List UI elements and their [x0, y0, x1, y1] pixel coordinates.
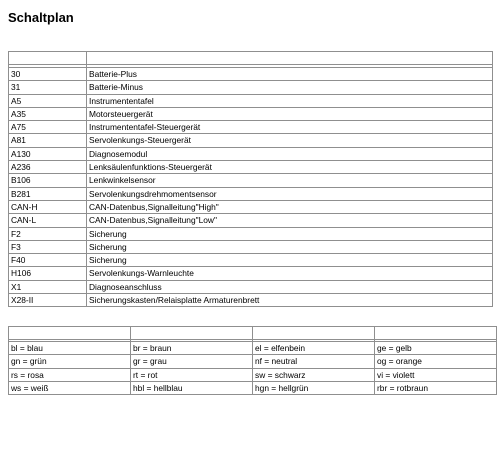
component-code: A35	[9, 107, 87, 120]
table-row	[9, 174, 493, 187]
table-row	[9, 134, 493, 147]
component-code: B106	[9, 174, 87, 187]
table-row	[9, 121, 493, 134]
component-legend-table	[8, 51, 493, 307]
component-code: A75	[9, 121, 87, 134]
table-row	[9, 161, 493, 174]
component-description: Instrumententafel-Steuergerät	[87, 121, 493, 134]
color-code-cell: gr = grau	[131, 355, 253, 368]
component-code: CAN-H	[9, 200, 87, 213]
component-description: Servolenkungsdrehmomentsensor	[87, 187, 493, 200]
table-row	[9, 147, 493, 160]
component-code: A236	[9, 161, 87, 174]
color-code-cell: bl = blau	[9, 342, 131, 355]
color-code-cell: ge = gelb	[375, 342, 497, 355]
color-code-cell: hbl = hellblau	[131, 381, 253, 394]
table-row	[9, 267, 493, 280]
component-description: CAN-Datenbus,Signalleitung"High"	[87, 200, 493, 213]
component-description: Lenksäulenfunktions-Steuergerät	[87, 161, 493, 174]
component-code: X1	[9, 280, 87, 293]
table-row	[9, 342, 497, 355]
table-header-cell	[9, 52, 87, 65]
component-code: A130	[9, 147, 87, 160]
component-description: Batterie-Plus	[87, 68, 493, 81]
component-code: 31	[9, 81, 87, 94]
page-title: Schaltplan	[8, 10, 74, 25]
table-header-cell	[87, 52, 493, 65]
table-row	[9, 240, 493, 253]
component-description: CAN-Datenbus,Signalleitung"Low"	[87, 214, 493, 227]
color-code-cell: nf = neutral	[253, 355, 375, 368]
color-code-cell: rs = rosa	[9, 368, 131, 381]
component-code: B281	[9, 187, 87, 200]
color-code-cell: rt = rot	[131, 368, 253, 381]
table-row	[9, 187, 493, 200]
color-code-cell: hgn = hellgrün	[253, 381, 375, 394]
color-code-cell: br = braun	[131, 342, 253, 355]
component-code: X28-II	[9, 294, 87, 307]
component-description: Sicherung	[87, 240, 493, 253]
table-row	[9, 81, 493, 94]
component-description: Lenkwinkelsensor	[87, 174, 493, 187]
component-code: A81	[9, 134, 87, 147]
wire-color-legend-table	[8, 326, 497, 395]
component-description: Servolenkungs-Steuergerät	[87, 134, 493, 147]
component-code: CAN-L	[9, 214, 87, 227]
table-row	[9, 68, 493, 81]
component-code: F3	[9, 240, 87, 253]
color-code-cell: gn = grün	[9, 355, 131, 368]
component-code: F2	[9, 227, 87, 240]
component-description: Sicherung	[87, 254, 493, 267]
component-description: Motorsteuergerät	[87, 107, 493, 120]
component-description: Servolenkungs-Warnleuchte	[87, 267, 493, 280]
component-code: 30	[9, 68, 87, 81]
table-row	[9, 200, 493, 213]
color-code-cell: vi = violett	[375, 368, 497, 381]
component-code: H106	[9, 267, 87, 280]
table-row	[9, 294, 493, 307]
component-description: Sicherung	[87, 227, 493, 240]
color-code-cell: el = elfenbein	[253, 342, 375, 355]
component-code: A5	[9, 94, 87, 107]
component-description: Diagnosemodul	[87, 147, 493, 160]
table-row	[9, 94, 493, 107]
color-code-cell: rbr = rotbraun	[375, 381, 497, 394]
table-header-row	[9, 52, 493, 65]
table-row	[9, 107, 493, 120]
table-header-row	[9, 327, 497, 340]
table-row	[9, 214, 493, 227]
color-code-cell: ws = weiß	[9, 381, 131, 394]
color-code-cell: og = orange	[375, 355, 497, 368]
table-row	[9, 254, 493, 267]
table-row	[9, 381, 497, 394]
component-code: F40	[9, 254, 87, 267]
color-code-cell: sw = schwarz	[253, 368, 375, 381]
component-description: Sicherungskasten/Relaisplatte Armaturenbrett	[87, 294, 493, 307]
table-row	[9, 227, 493, 240]
table-row	[9, 368, 497, 381]
table-row	[9, 280, 493, 293]
table-row	[9, 355, 497, 368]
component-description: Diagnoseanschluss	[87, 280, 493, 293]
component-description: Instrumententafel	[87, 94, 493, 107]
component-description: Batterie-Minus	[87, 81, 493, 94]
